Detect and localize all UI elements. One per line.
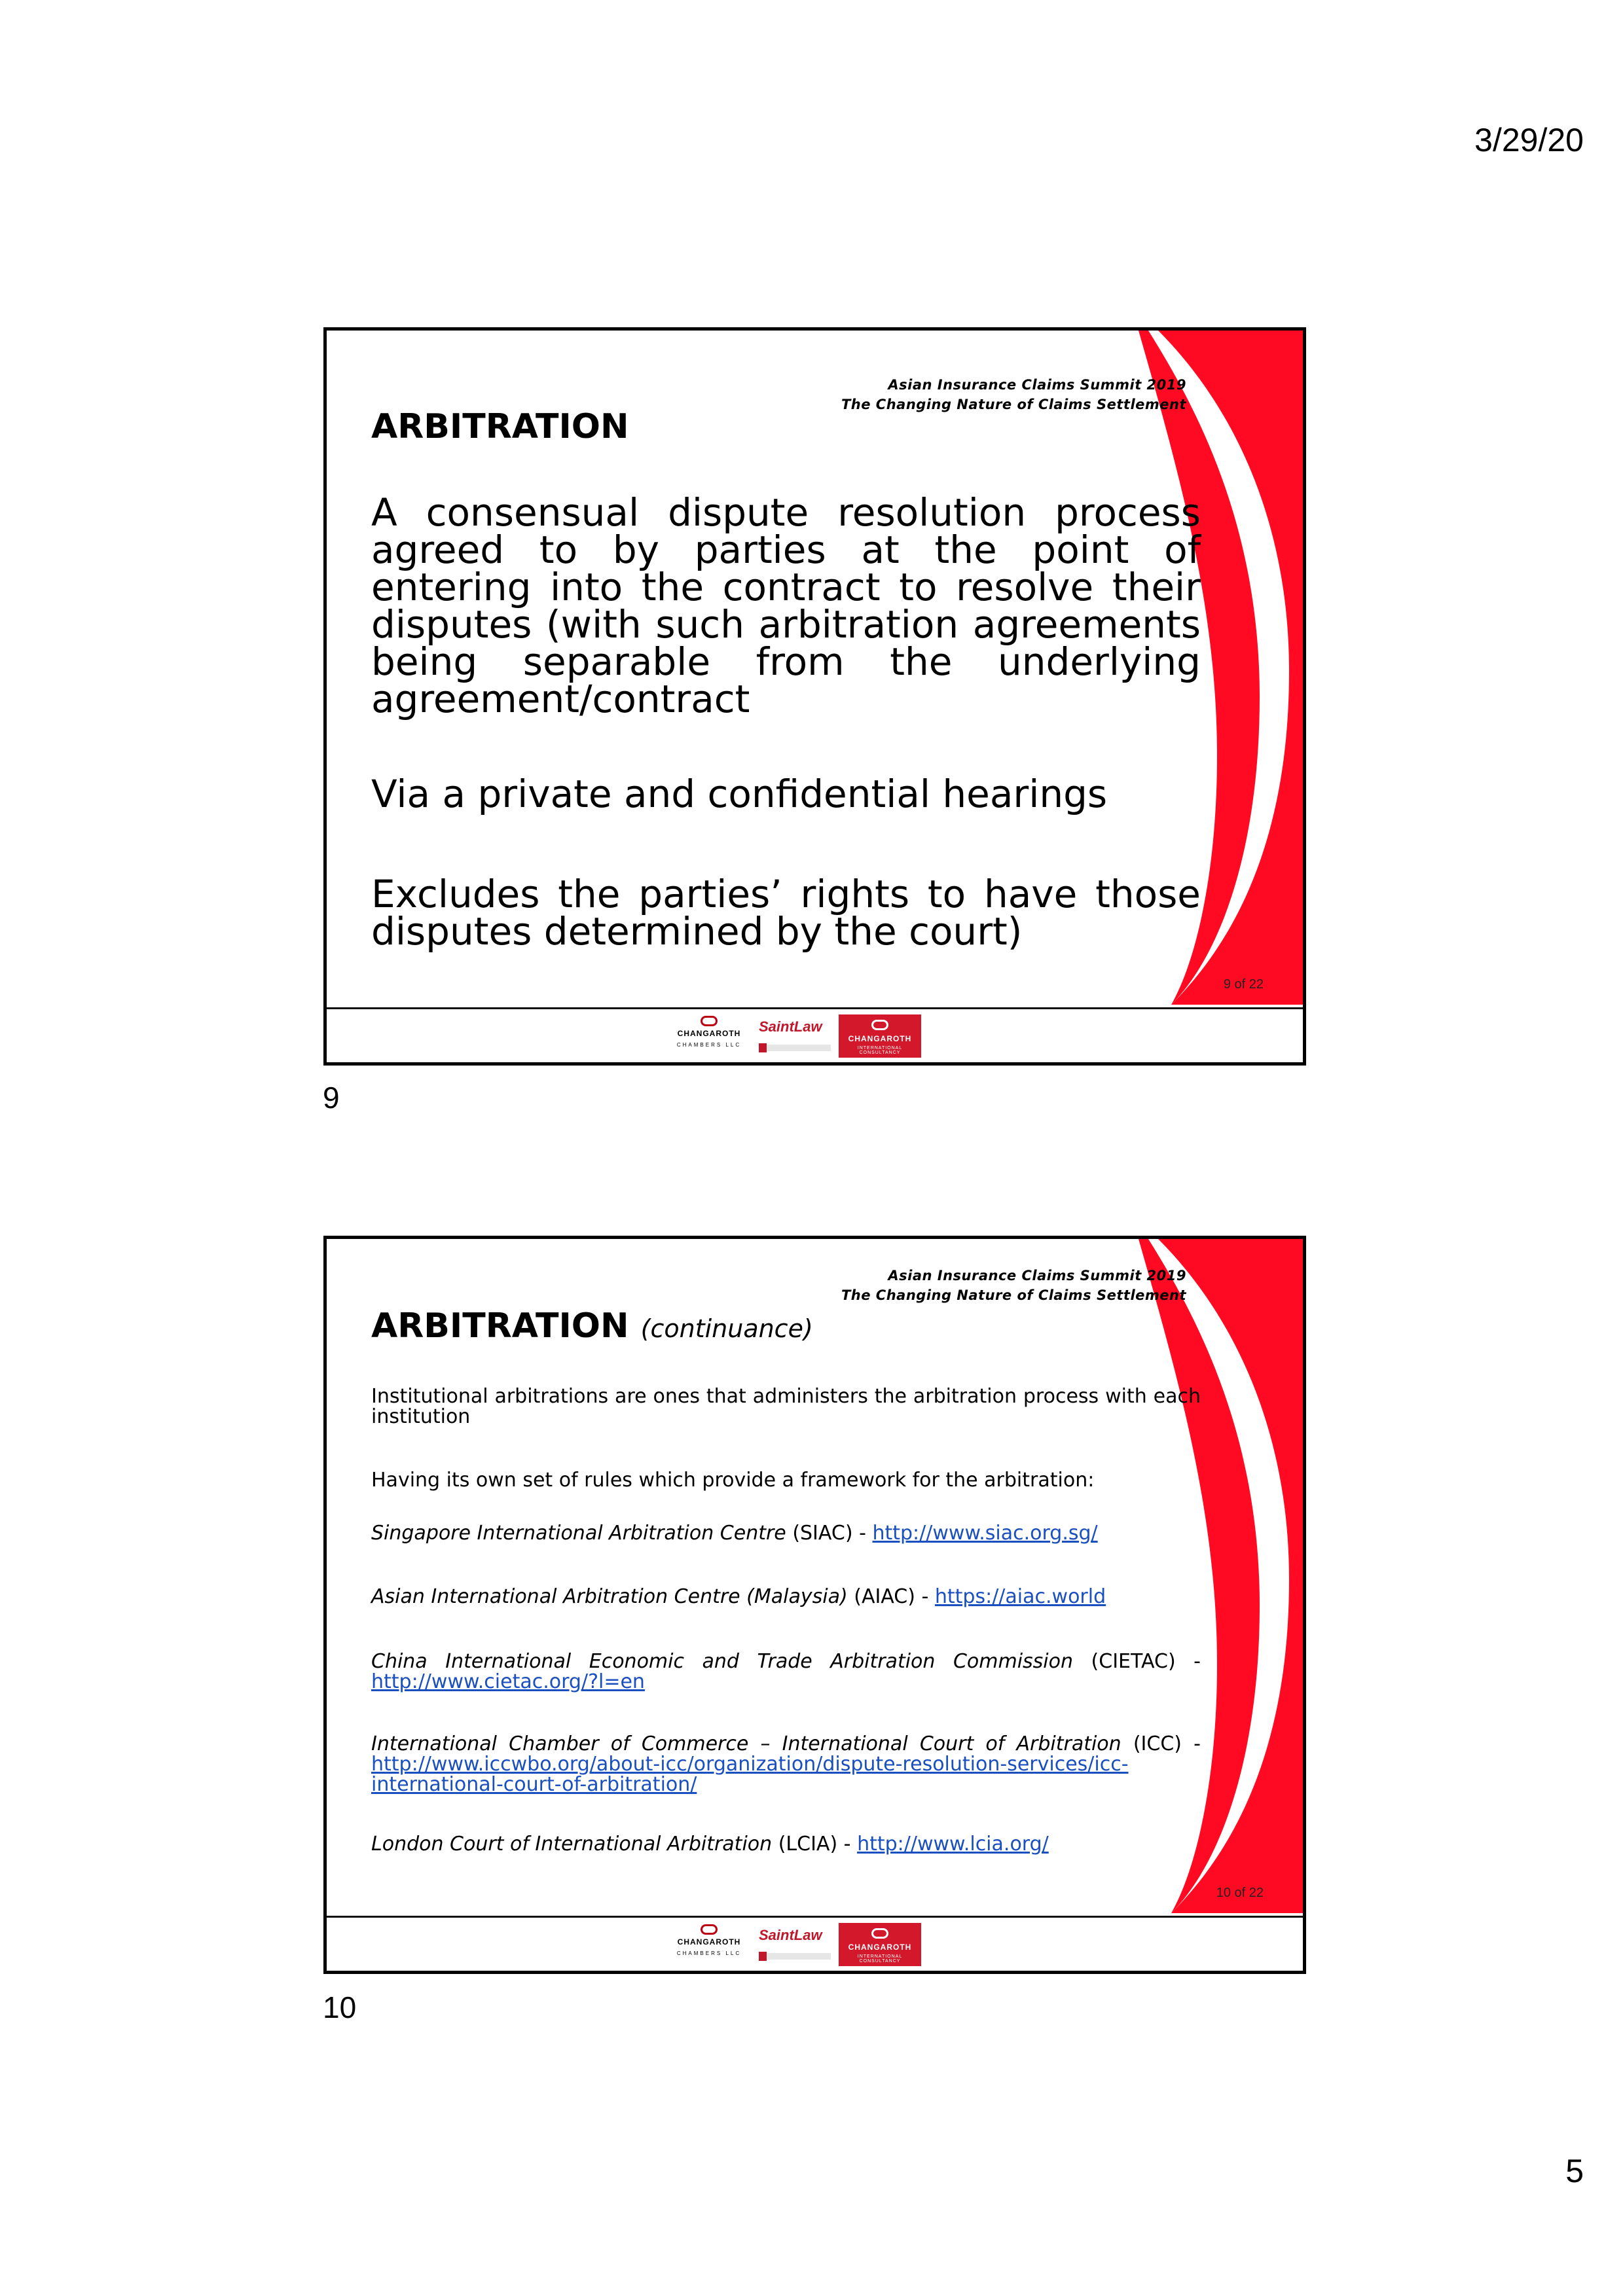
changaroth-mark-icon [701, 1924, 718, 1935]
institution-name: Asian International Arbitration Centre (Malaysia) [371, 1585, 848, 1608]
paragraph-excludes: Excludes the parties’ rights to have those disputes determined by the court) [371, 872, 1201, 954]
logo-text: CHANGAROTH [848, 1034, 912, 1043]
slide-count: 9 of 22 [1223, 977, 1264, 992]
changaroth-mark-icon [871, 1928, 888, 1939]
slide-count: 10 of 22 [1216, 1886, 1264, 1900]
changaroth-consultancy-logo [839, 1014, 921, 1058]
slide-body [371, 1386, 1201, 1854]
footer-logos [667, 1014, 921, 1058]
paragraph-definition: A consensual dispute resolution process agreed to by parties at the point of entering into the contract to resolve their disputes (with such arbitration agreements being separable from the underlying agreement/contract [371, 490, 1201, 721]
slide-9 [323, 327, 1306, 1066]
changaroth-mark-icon [701, 1016, 718, 1026]
institution-name: London Court of International Arbitration [371, 1833, 773, 1856]
institution-abbr: (AIAC) - [854, 1585, 929, 1608]
summit-name: Asian Insurance Claims Summit 2019 [888, 377, 1186, 393]
changaroth-chambers-logo [667, 1923, 751, 1966]
slide-number-label: 9 [323, 1081, 340, 1115]
siac-link[interactable]: http://www.siac.org.sg/ [872, 1522, 1098, 1545]
summit-theme: The Changing Nature of Claims Settlement [841, 1287, 1186, 1303]
institution-name: International Chamber of Commerce – International Court of Arbitration [371, 1732, 1122, 1755]
logo-text: CHANGAROTH [677, 1029, 741, 1038]
logo-subtext: CHAMBERS LLC [676, 1042, 742, 1048]
aiac-link[interactable]: https://aiac.world [934, 1585, 1106, 1608]
institution-siac [371, 1523, 1201, 1543]
slide-10 [323, 1236, 1306, 1974]
intro-rules: Having its own set of rules which provide a framework for the arbitration: [371, 1469, 1095, 1492]
institution-abbr: (SIAC) - [792, 1522, 866, 1545]
institution-name: China International Economic and Trade Arbitration Commission [371, 1650, 1073, 1673]
institution-aiac [371, 1587, 1201, 1607]
changaroth-consultancy-logo [839, 1923, 921, 1966]
summit-theme: The Changing Nature of Claims Settlement [841, 397, 1186, 412]
logo-text: CHANGAROTH [677, 1937, 741, 1946]
saintlaw-logo [756, 1923, 833, 1966]
lcia-link[interactable]: http://www.lcia.org/ [857, 1833, 1049, 1856]
changaroth-mark-icon [871, 1020, 888, 1030]
institution-cietac [371, 1651, 1201, 1692]
slide-title: ARBITRATION [371, 407, 629, 446]
institution-lcia [371, 1834, 1201, 1854]
slide-number-label: 10 [323, 1990, 357, 2024]
summit-header [841, 1266, 1186, 1305]
logo-subtext: INTERNATIONAL CONSULTANCY [857, 1954, 903, 1964]
paragraph-hearings: Via a private and confidential hearings [371, 772, 1108, 816]
icc-link[interactable]: http://www.iccwbo.org/about-icc/organization/dispute-resolution-services/icc-international-court-of-arbitration/ [371, 1753, 1129, 1796]
page-date: 3/29/20 [1474, 122, 1584, 158]
logo-subtext: CHAMBERS LLC [676, 1950, 742, 1956]
slide-body [371, 490, 1201, 954]
saintlaw-logo [756, 1014, 833, 1058]
footer-divider [327, 1916, 1303, 1918]
summit-header [841, 375, 1186, 414]
logo-subtext: INTERNATIONAL CONSULTANCY [857, 1046, 903, 1055]
changaroth-chambers-logo [667, 1014, 751, 1058]
title-main: ARBITRATION [371, 1306, 629, 1346]
institution-abbr: (ICC) - [1133, 1732, 1201, 1755]
page-number: 5 [1565, 2153, 1584, 2189]
logo-text: SaintLaw [759, 1018, 822, 1035]
footer-logos [667, 1923, 921, 1966]
intro-institutional: Institutional arbitrations are ones that administers the arbitration process with each institution [371, 1385, 1201, 1428]
footer-divider [327, 1007, 1303, 1009]
institution-name: Singapore International Arbitration Centre [371, 1522, 786, 1545]
cietac-link[interactable]: http://www.cietac.org/?l=en [371, 1670, 645, 1693]
institution-abbr: (CIETAC) - [1091, 1650, 1201, 1673]
institution-abbr: (LCIA) - [778, 1833, 851, 1856]
title-sub: (continuance) [640, 1314, 813, 1343]
institution-icc [371, 1734, 1201, 1795]
slide-title [371, 1306, 813, 1346]
logo-text: SaintLaw [759, 1927, 822, 1943]
summit-name: Asian Insurance Claims Summit 2019 [888, 1268, 1186, 1283]
logo-text: CHANGAROTH [848, 1943, 912, 1952]
